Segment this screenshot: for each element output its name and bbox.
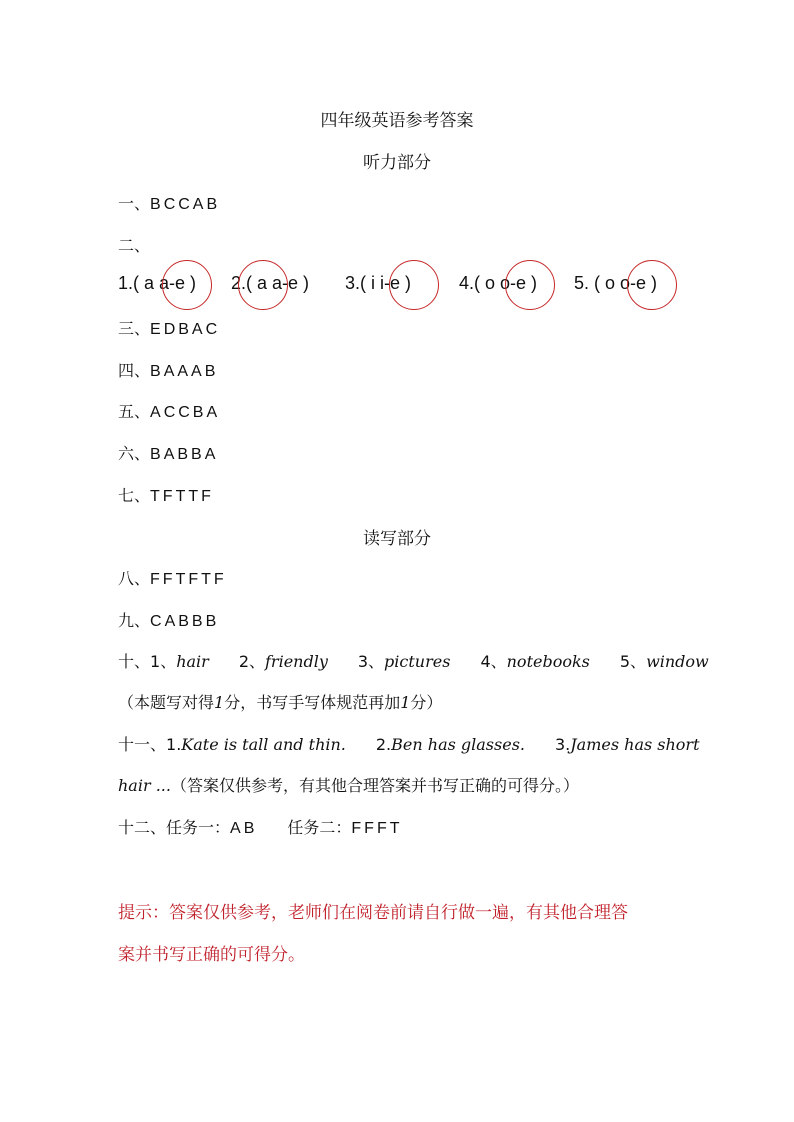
answer-q6 [118, 441, 218, 464]
q12-task2-label: 任务二： [287, 818, 352, 837]
answer-q4 [118, 358, 218, 381]
answer-circle-1 [162, 260, 212, 310]
q12-task1-label: 任务一： [166, 818, 231, 837]
q10-note-score-a: 1 [214, 693, 225, 712]
reading-writing-heading: 读写部分 [363, 529, 431, 549]
q10-note [118, 690, 442, 713]
q11-s2-number: 2. [375, 735, 392, 754]
q9-number: 九、 [118, 611, 151, 630]
answer-circle-4 [505, 260, 555, 310]
answer-q5 [118, 399, 220, 422]
q7-number: 七、 [118, 486, 151, 505]
q12-task2-answer: FFFT [351, 820, 403, 837]
q10-item-4-word: notebooks [506, 652, 590, 671]
q10-item-3-word: pictures [384, 652, 451, 671]
listening-heading: 听力部分 [363, 153, 431, 173]
answer-q7 [118, 483, 214, 506]
q10-note-score-b: 1 [400, 693, 411, 712]
q10-item-1-number: 1、 [150, 652, 177, 671]
page-title: 四年级英语参考答案 [320, 111, 474, 131]
q11-sentence-3: James has short [570, 735, 700, 754]
q2-item-5: 5. ( o o-e ) [574, 273, 658, 293]
q11-sentence-1: Kate is tall and thin. [181, 735, 346, 754]
q12-task1-answer: AB [230, 820, 258, 837]
answer-q1 [118, 191, 220, 214]
q11-sentence-2: Ben has glasses. [391, 735, 525, 754]
q1-number: 一、 [118, 194, 151, 213]
q6-number: 六、 [118, 444, 151, 463]
q10-item-4-number: 4、 [480, 652, 507, 671]
q10-item-5-word: window [646, 652, 709, 671]
answer-circle-3 [389, 260, 439, 310]
answer-q11-cont [118, 773, 579, 796]
q10-note-part-c: 分，书写手写体规范再加 [224, 693, 401, 712]
answer-circle-5 [627, 260, 677, 310]
q2-number: 二、 [118, 236, 151, 255]
q10-item-5-number: 5、 [619, 652, 647, 671]
answer-q10 [118, 649, 709, 672]
q3-answer: EDBAC [150, 321, 221, 338]
q10-note-part-a: （本题写对得 [118, 693, 215, 712]
q6-answer: BABBA [150, 446, 219, 463]
q4-answer: BAAAB [150, 363, 219, 380]
answer-circle-2 [238, 260, 288, 310]
answer-q11 [118, 732, 700, 755]
q10-item-3-number: 3、 [357, 652, 385, 671]
answer-q8 [118, 566, 227, 589]
q2-item-3: 3.( i i-e ) [345, 273, 412, 293]
q4-number: 四、 [118, 361, 151, 380]
q10-note-part-e: 分） [410, 693, 443, 712]
q8-answer: FFTFTF [150, 571, 227, 588]
q10-item-1-word: hair [176, 652, 209, 671]
q11-note: （答案仅供参考，有其他合理答案并书写正确的可得分。） [170, 776, 579, 795]
q2-item-1: 1.( a a-e ) [118, 273, 197, 293]
q5-number: 五、 [118, 402, 151, 421]
q12-number: 十二、 [118, 818, 167, 837]
tip-line-2: 案并书写正确的可得分。 [118, 945, 305, 965]
q7-answer: TFTTF [150, 488, 214, 505]
q8-number: 八、 [118, 569, 151, 588]
q10-number: 十、 [118, 652, 151, 671]
q10-item-2-word: friendly [265, 652, 328, 671]
q11-s1-number: 1. [166, 735, 182, 754]
q2-item-4: 4.( o o-e ) [459, 273, 538, 293]
q3-number: 三、 [118, 319, 151, 338]
answer-q3 [118, 316, 220, 339]
q10-item-2-number: 2、 [238, 652, 265, 671]
q2-item-2: 2.( a a-e ) [231, 273, 310, 293]
tip-line-1: 提示：答案仅供参考，老师们在阅卷前请自行做一遍，有其他合理答 [118, 903, 628, 923]
q11-sentence-3-cont: hair ... [118, 776, 171, 795]
q11-number: 十一、 [118, 735, 167, 754]
q9-answer: CABBB [150, 613, 220, 630]
q1-answer: BCCAB [150, 196, 221, 213]
answer-q9 [118, 608, 219, 631]
answer-q12 [118, 815, 402, 838]
q5-answer: ACCBA [150, 404, 221, 421]
q11-s3-number: 3. [554, 735, 571, 754]
